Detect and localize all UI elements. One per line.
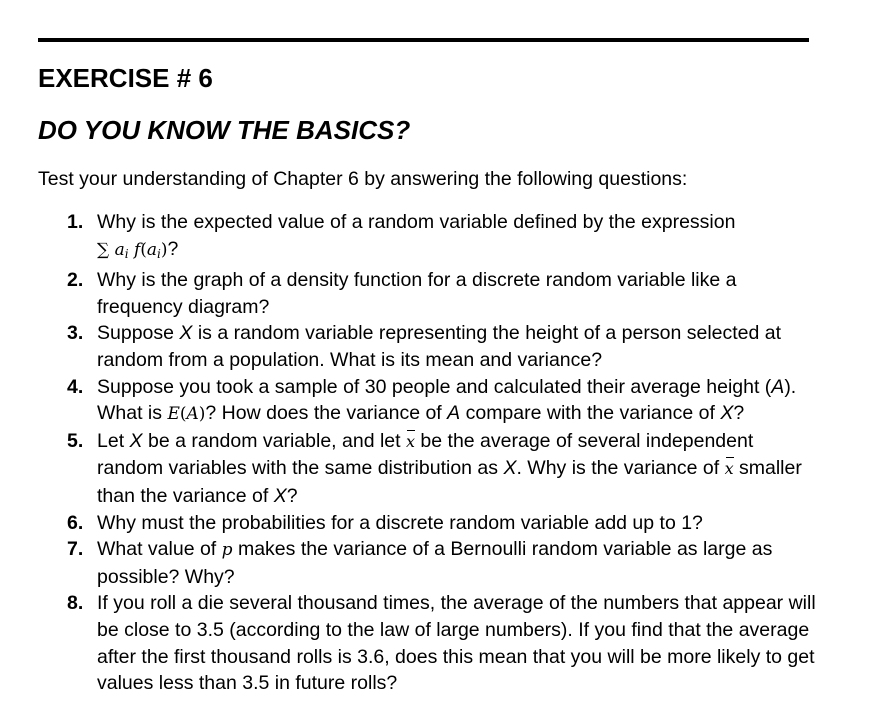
question-number: 2. <box>67 269 84 292</box>
math-sub-i: i <box>157 246 161 261</box>
question-text: . Why is the variance of <box>516 457 720 480</box>
question-text: ? <box>286 484 298 507</box>
question-text: If you roll a die several thousand times, the average of the numbers that appear will be close to 3.5 (according to the law of large numbers). If you find that the average after the first thousand rolls is 3.6, does this mean that you will be more likely to get values less than 3.5 in future rolls? <box>97 592 816 695</box>
question-list <box>38 209 818 697</box>
question-text: Why must the probabilities for a discrete random variable add up to 1? <box>97 511 703 534</box>
math-e: E <box>167 404 180 425</box>
math-open-paren: ( <box>140 239 147 260</box>
variable-x: X <box>720 402 734 425</box>
question-text: Why is the graph of a density function for a discrete random variable like a frequency diagram? <box>97 269 737 318</box>
variable-a: A <box>447 402 461 425</box>
exercise-title: EXERCISE # 6 <box>38 63 213 93</box>
question-7 <box>38 536 818 590</box>
top-rule <box>38 38 809 42</box>
math-f: f <box>133 239 141 260</box>
math-close-paren: ) <box>198 404 206 425</box>
question-text: ). What is <box>97 375 797 425</box>
question-text: Suppose <box>97 322 174 345</box>
question-number: 5. <box>67 429 84 452</box>
math-a: a <box>114 239 125 260</box>
variable-a: A <box>771 375 785 398</box>
question-number: 3. <box>67 322 84 345</box>
section-subtitle: DO YOU KNOW THE BASICS? <box>38 115 411 145</box>
question-text: Suppose you took a sample of 30 people and calculated their average height ( <box>97 375 772 398</box>
question-number: 6. <box>67 511 84 534</box>
question-text: Why is the expected value of a random variable defined by the expression <box>97 211 736 233</box>
question-5 <box>38 428 818 510</box>
math-x-bar: x <box>725 456 734 483</box>
math-a: a <box>146 239 158 260</box>
math-close-paren: ) <box>160 239 168 260</box>
question-number: 4. <box>67 375 84 398</box>
variable-x: X <box>503 457 517 480</box>
question-text: be a random variable, and let <box>147 429 401 452</box>
question-4 <box>38 374 818 428</box>
question-text: be the average of several independent random variables with the same distribution as <box>97 429 754 480</box>
intro-text: Test your understanding of Chapter 6 by answering the following questions: <box>38 168 688 190</box>
question-text: makes the variance of a Bernoulli random variable as large as possible? Why? <box>97 538 773 588</box>
question-number: 7. <box>67 538 84 561</box>
math-p: p <box>221 540 233 561</box>
question-text: compare with the variance of <box>465 402 715 425</box>
math-sum: ∑ <box>97 239 110 260</box>
question-2 <box>38 267 818 320</box>
question-text: Let <box>97 429 125 452</box>
question-1 <box>38 209 818 267</box>
math-a: A <box>186 404 199 425</box>
question-text: ? <box>733 402 745 425</box>
math-x-bar: x <box>406 429 415 456</box>
variable-x: X <box>129 429 143 452</box>
question-text: smaller than the variance of <box>97 457 802 507</box>
question-3 <box>38 320 818 373</box>
question-8 <box>38 590 818 696</box>
math-open-paren: ( <box>179 404 187 425</box>
question-text: What value of <box>97 538 217 561</box>
variable-x: X <box>273 484 287 507</box>
question-text: ? <box>167 237 179 260</box>
question-number: 8. <box>67 592 84 615</box>
question-number: 1. <box>67 211 84 233</box>
question-text: ? How does the variance of <box>205 402 442 425</box>
question-6 <box>38 510 818 537</box>
math-sub-i: i <box>124 246 129 261</box>
variable-x: X <box>179 322 193 345</box>
question-text: is a random variable representing the height of a person selected at random from a population. What is its mean and variance? <box>97 322 782 371</box>
